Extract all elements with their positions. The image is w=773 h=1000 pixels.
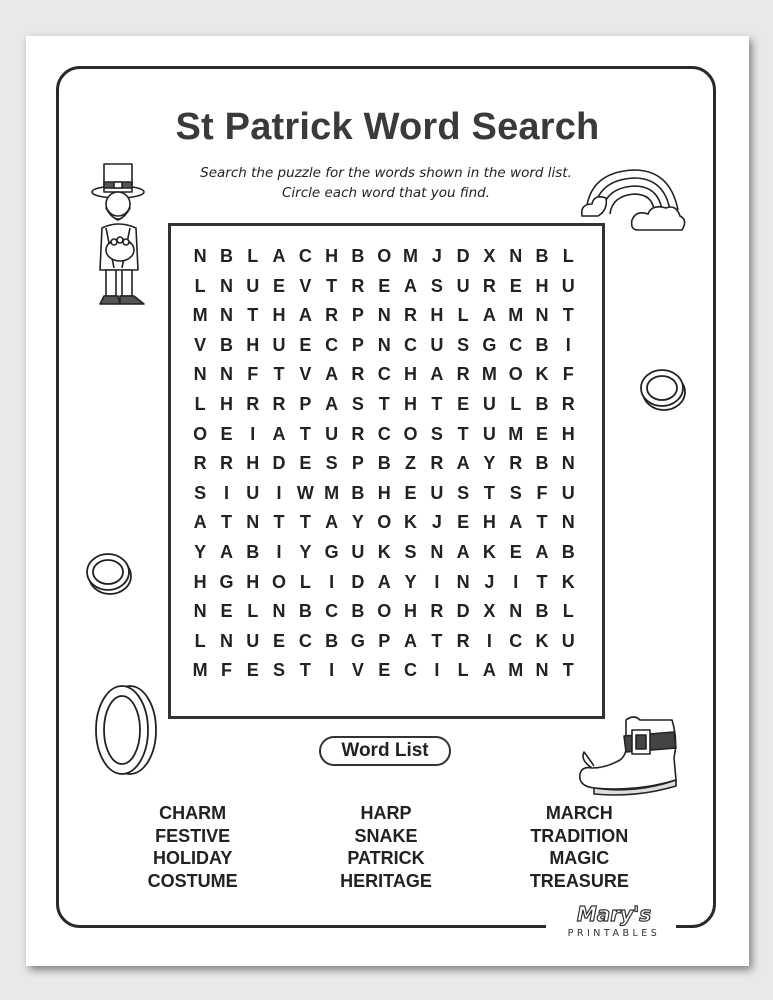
grid-letter: P: [351, 334, 364, 355]
grid-letter: S: [509, 482, 522, 503]
word-list-item: CHARM: [159, 803, 227, 823]
grid-letter: N: [193, 601, 207, 622]
page-title: St Patrick Word Search: [175, 106, 600, 148]
grid-letter: I: [329, 571, 335, 592]
grid-letter: S: [404, 541, 417, 562]
grid-letter: A: [404, 630, 418, 651]
grid-letter: A: [535, 541, 549, 562]
grid-letter: S: [351, 393, 364, 414]
grid-letter: N: [219, 630, 233, 651]
grid-letter: M: [508, 423, 524, 444]
grid-letter: F: [247, 364, 259, 385]
grid-letter: B: [219, 246, 233, 266]
marys-printables-logo: [546, 902, 676, 946]
word-list-column: [483, 802, 676, 892]
grid-letter: R: [351, 423, 365, 444]
grid-letter: B: [535, 246, 549, 266]
grid-letter: P: [351, 453, 364, 474]
grid-letter: E: [457, 512, 470, 533]
grid-letter: H: [377, 482, 391, 503]
grid-letter: H: [482, 512, 496, 533]
grid-letter: R: [219, 453, 233, 474]
grid-letter: P: [351, 305, 364, 326]
word-list-item: MARCH: [545, 803, 613, 823]
grid-letter: E: [509, 541, 522, 562]
grid-letter: R: [561, 393, 575, 414]
word-list-item: HARP: [360, 803, 412, 823]
grid-letter: O: [377, 512, 392, 533]
gold-coin-icon: [638, 366, 688, 414]
grid-letter: C: [509, 334, 523, 355]
grid-letter: H: [404, 393, 418, 414]
grid-letter: O: [377, 246, 392, 266]
grid-letter: E: [246, 660, 259, 681]
grid-letter: U: [482, 393, 496, 414]
grid-letter: E: [273, 630, 286, 651]
grid-letter: A: [325, 512, 339, 533]
grid-letter: U: [561, 482, 575, 503]
grid-letter: B: [219, 334, 233, 355]
word-list-item: COSTUME: [147, 870, 238, 891]
grid-letter: I: [276, 482, 282, 503]
grid-letter: I: [565, 334, 571, 355]
grid-letter: O: [193, 423, 208, 444]
grid-letter: U: [430, 334, 444, 355]
grid-letter: A: [325, 364, 339, 385]
grid-letter: D: [456, 246, 470, 266]
grid-letter: N: [246, 512, 260, 533]
word-list-column: [96, 802, 289, 892]
grid-letter: U: [430, 482, 444, 503]
instructions-line-2: Circle each word that you find.: [282, 185, 490, 201]
grid-letter: C: [298, 630, 312, 651]
grid-letter: U: [561, 630, 575, 651]
grid-letter: I: [486, 630, 492, 651]
grid-letter: T: [326, 275, 338, 296]
grid-letter: C: [377, 423, 391, 444]
grid-letter: N: [272, 601, 286, 622]
grid-letter: F: [562, 364, 574, 385]
word-list-title: Word List: [319, 736, 451, 766]
grid-letter: L: [247, 246, 259, 266]
grid-letter: S: [325, 453, 338, 474]
word-list-item: SNAKE: [354, 825, 418, 846]
grid-letter: T: [273, 364, 285, 385]
grid-letter: H: [404, 364, 418, 385]
grid-letter: N: [219, 305, 233, 326]
grid-letter: T: [457, 423, 469, 444]
word-list-item: PATRICK: [347, 848, 425, 868]
grid-letter: R: [351, 275, 365, 296]
grid-letter: S: [273, 660, 286, 681]
grid-letter: L: [457, 305, 469, 326]
grid-letter: G: [482, 334, 497, 355]
grid-letter: I: [434, 571, 440, 592]
grid-letter: L: [194, 275, 206, 296]
grid-letter: J: [431, 246, 442, 266]
grid-letter: C: [298, 246, 312, 266]
grid-letter: L: [510, 393, 522, 414]
grid-letter: H: [246, 571, 260, 592]
grid-letter: O: [403, 423, 418, 444]
grid-letter: J: [484, 571, 495, 592]
grid-letter: Y: [194, 541, 207, 562]
grid-letter: C: [509, 630, 523, 651]
grid-letter: E: [299, 453, 312, 474]
gold-coin-edge-icon: [92, 682, 162, 778]
word-list-column: [289, 802, 482, 892]
grid-letter: N: [561, 512, 575, 533]
grid-letter: E: [273, 275, 286, 296]
grid-letter: H: [404, 601, 418, 622]
grid-letter: N: [456, 571, 470, 592]
grid-letter: P: [299, 393, 312, 414]
grid-letter: N: [430, 541, 444, 562]
grid-letter: N: [535, 660, 549, 681]
grid-letter: N: [377, 305, 391, 326]
grid-letter: U: [272, 334, 286, 355]
grid-letter: B: [535, 453, 549, 474]
grid-letter: C: [404, 660, 418, 681]
grid-letter: D: [456, 601, 470, 622]
grid-letter: R: [456, 630, 470, 651]
grid-letter: R: [482, 275, 496, 296]
grid-letter: C: [325, 601, 339, 622]
grid-letter: A: [456, 541, 470, 562]
grid-letter: N: [561, 453, 575, 474]
grid-letter: L: [562, 601, 574, 622]
grid-letter: E: [220, 601, 233, 622]
grid-letter: A: [272, 246, 286, 266]
grid-letter: L: [299, 571, 311, 592]
grid-letter: P: [378, 630, 391, 651]
grid-letter: I: [434, 660, 440, 681]
grid-letter: H: [246, 453, 260, 474]
grid-letter: G: [324, 541, 339, 562]
grid-letter: M: [192, 305, 208, 326]
grid-letter: V: [194, 334, 207, 355]
grid-letter: A: [193, 512, 207, 533]
grid-letter: O: [377, 601, 392, 622]
grid-letter: R: [325, 305, 339, 326]
grid-letter: M: [508, 660, 524, 681]
grid-letter: V: [299, 275, 312, 296]
grid-letter: X: [483, 601, 496, 622]
grid-letter: U: [246, 482, 260, 503]
grid-letter: E: [404, 482, 417, 503]
grid-letter: T: [562, 305, 574, 326]
grid-letter: B: [351, 246, 365, 266]
grid-letter: S: [430, 423, 443, 444]
instructions: [156, 163, 616, 203]
grid-letter: E: [378, 660, 391, 681]
grid-letter: B: [535, 393, 549, 414]
grid-letter: Y: [483, 453, 496, 474]
grid-letter: A: [482, 305, 496, 326]
grid-letter: R: [430, 601, 444, 622]
grid-letter: H: [272, 305, 286, 326]
grid-letter: T: [247, 305, 259, 326]
grid-letter: A: [509, 512, 523, 533]
grid-letter: B: [351, 601, 365, 622]
grid-letter: A: [456, 453, 470, 474]
grid-letter: H: [219, 393, 233, 414]
grid-letter: M: [324, 482, 340, 503]
grid-letter: S: [430, 275, 443, 296]
grid-letter: U: [246, 275, 260, 296]
grid-letter: O: [508, 364, 523, 385]
grid-letter: L: [194, 393, 206, 414]
grid-letter: M: [481, 364, 497, 385]
grid-letter: X: [483, 246, 496, 266]
leprechaun-shoe-icon: [576, 710, 686, 796]
grid-letter: K: [561, 571, 575, 592]
grid-letter: D: [272, 453, 286, 474]
grid-letter: E: [536, 423, 549, 444]
leprechaun-icon: [84, 158, 154, 313]
grid-letter: N: [193, 246, 207, 266]
grid-letter: Y: [299, 541, 312, 562]
grid-letter: I: [276, 541, 282, 562]
grid-letter: T: [220, 512, 232, 533]
word-search-grid: [187, 242, 581, 686]
grid-letter: S: [194, 482, 207, 503]
grid-letter: E: [378, 275, 391, 296]
grid-letter: A: [272, 423, 286, 444]
grid-letter: U: [482, 423, 496, 444]
gold-coin-icon: [84, 550, 134, 598]
grid-letter: T: [273, 512, 285, 533]
grid-letter: K: [535, 364, 549, 385]
grid-letter: V: [299, 364, 312, 385]
grid-letter: T: [431, 393, 443, 414]
word-search-grid-box: [168, 223, 605, 719]
grid-letter: H: [246, 334, 260, 355]
grid-letter: D: [351, 571, 365, 592]
grid-letter: T: [299, 423, 311, 444]
grid-letter: B: [325, 630, 339, 651]
grid-letter: B: [535, 601, 549, 622]
grid-letter: T: [562, 660, 574, 681]
worksheet-page: [26, 36, 749, 966]
word-list-item: TREASURE: [529, 870, 629, 891]
grid-letter: N: [219, 275, 233, 296]
grid-letter: H: [535, 275, 549, 296]
grid-letter: C: [377, 364, 391, 385]
grid-letter: I: [223, 482, 229, 503]
grid-letter: E: [509, 275, 522, 296]
grid-letter: Y: [404, 571, 417, 592]
grid-letter: N: [193, 364, 207, 385]
word-list: [96, 802, 676, 892]
grid-letter: R: [246, 393, 260, 414]
grid-letter: B: [351, 482, 365, 503]
grid-letter: T: [299, 660, 311, 681]
logo-text-top: Mary's: [576, 902, 652, 926]
grid-letter: A: [325, 393, 339, 414]
grid-letter: L: [247, 601, 259, 622]
grid-letter: B: [535, 334, 549, 355]
grid-letter: N: [377, 334, 391, 355]
grid-letter: R: [404, 305, 418, 326]
grid-letter: A: [377, 571, 391, 592]
grid-letter: M: [192, 660, 208, 681]
grid-letter: B: [298, 601, 312, 622]
grid-letter: A: [298, 305, 312, 326]
word-list-item: HOLIDAY: [152, 848, 233, 868]
grid-letter: B: [246, 541, 260, 562]
grid-letter: G: [350, 630, 365, 651]
grid-letter: U: [561, 275, 575, 296]
grid-letter: A: [430, 364, 444, 385]
grid-letter: I: [329, 660, 335, 681]
grid-letter: L: [562, 246, 574, 266]
grid-letter: A: [219, 541, 233, 562]
grid-letter: U: [456, 275, 470, 296]
grid-letter: M: [403, 246, 419, 266]
grid-letter: R: [430, 453, 444, 474]
grid-letter: R: [272, 393, 286, 414]
grid-letter: T: [536, 512, 548, 533]
grid-letter: T: [378, 393, 390, 414]
grid-letter: N: [509, 601, 523, 622]
grid-letter: R: [351, 364, 365, 385]
grid-letter: U: [246, 630, 260, 651]
grid-letter: O: [272, 571, 287, 592]
grid-letter: K: [377, 541, 391, 562]
grid-letter: N: [509, 246, 523, 266]
grid-letter: J: [431, 512, 442, 533]
grid-letter: F: [536, 482, 548, 503]
grid-letter: V: [351, 660, 364, 681]
grid-letter: A: [482, 660, 496, 681]
word-list-item: HERITAGE: [340, 870, 432, 891]
grid-letter: H: [325, 246, 339, 266]
grid-letter: L: [194, 630, 206, 651]
grid-letter: N: [535, 305, 549, 326]
grid-letter: T: [299, 512, 311, 533]
grid-letter: T: [536, 571, 548, 592]
grid-letter: B: [561, 541, 575, 562]
grid-letter: U: [351, 541, 365, 562]
grid-letter: G: [219, 571, 234, 592]
grid-letter: W: [296, 482, 314, 503]
grid-letter: F: [220, 660, 232, 681]
grid-letter: K: [482, 541, 496, 562]
grid-letter: H: [430, 305, 444, 326]
grid-letter: N: [219, 364, 233, 385]
grid-letter: Z: [405, 453, 417, 474]
grid-letter: L: [457, 660, 469, 681]
grid-letter: H: [561, 423, 575, 444]
grid-letter: A: [404, 275, 418, 296]
grid-letter: I: [513, 571, 519, 592]
grid-letter: K: [404, 512, 418, 533]
grid-letter: Y: [351, 512, 364, 533]
grid-letter: M: [508, 305, 524, 326]
grid-letter: R: [456, 364, 470, 385]
grid-letter: E: [220, 423, 233, 444]
grid-letter: E: [299, 334, 312, 355]
grid-letter: T: [483, 482, 495, 503]
word-list-item: MAGIC: [549, 848, 610, 868]
grid-letter: R: [509, 453, 523, 474]
grid-letter: T: [431, 630, 443, 651]
grid-letter: E: [457, 393, 470, 414]
grid-letter: K: [535, 630, 549, 651]
grid-letter: I: [250, 423, 256, 444]
grid-letter: B: [377, 453, 391, 474]
logo-text-bottom: PRINTABLES: [567, 928, 661, 939]
word-list-item: FESTIVE: [155, 825, 231, 846]
grid-letter: S: [457, 482, 470, 503]
word-list-item: TRADITION: [530, 825, 629, 846]
grid-letter: S: [457, 334, 470, 355]
instructions-line-1: Search the puzzle for the words shown in the word list.: [200, 165, 572, 181]
grid-letter: C: [325, 334, 339, 355]
grid-letter: C: [404, 334, 418, 355]
grid-letter: H: [193, 571, 207, 592]
grid-letter: U: [325, 423, 339, 444]
grid-letter: R: [193, 453, 207, 474]
